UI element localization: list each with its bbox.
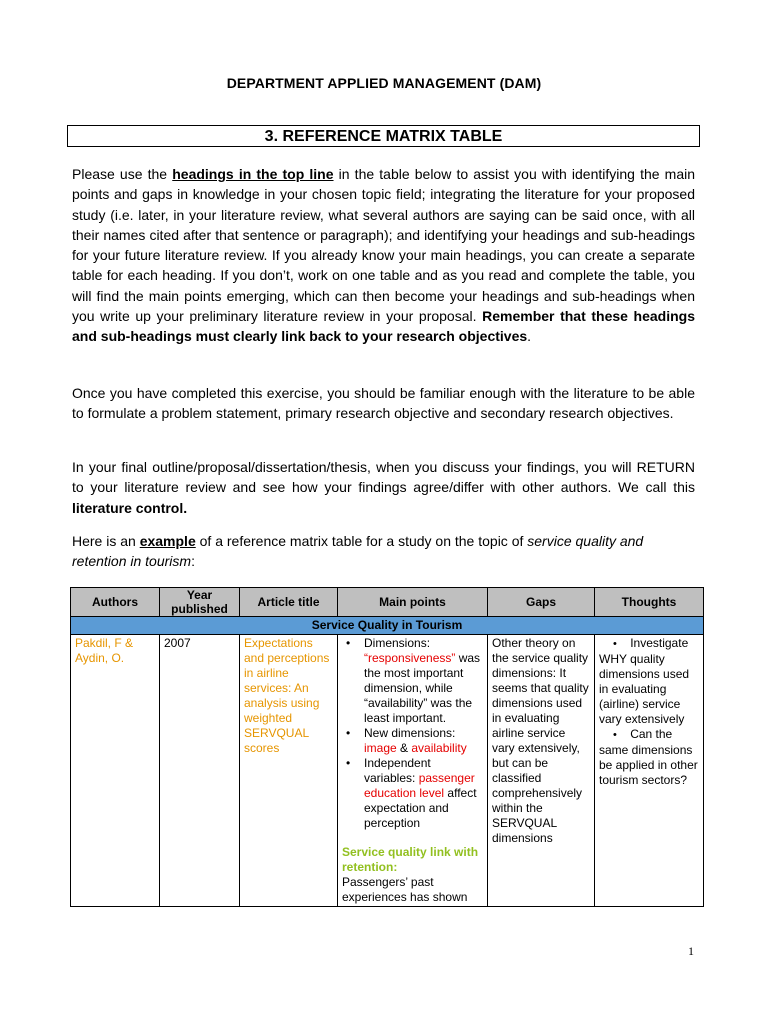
completion-paragraph: Once you have completed this exercise, you should be familiar enough with the literature to be able to formulate a problem statement, primary research objective and secondary research objectives. xyxy=(72,385,695,422)
header-main-points: Main points xyxy=(338,588,488,617)
literature-control-term: literature control. xyxy=(72,499,188,516)
emphasis-headings: headings in the top line xyxy=(172,166,334,182)
cell-authors: Pakdil, F & Aydin, O. xyxy=(71,635,160,907)
cell-year: 2007 xyxy=(160,635,240,907)
header-gaps: Gaps xyxy=(488,588,595,617)
section-row xyxy=(71,617,704,635)
cell-gaps: Other theory on the service quality dimensions: It seems that quality dimensions used in evaluating airline service vary extensively, but can be classified comprehensively within the SERVQUAL dimensions xyxy=(488,635,595,907)
main-points-list xyxy=(342,636,483,831)
department-heading: DEPARTMENT APPLIED MANAGEMENT (DAM) xyxy=(226,75,542,91)
bold-reminder: Remember that these headings and sub-headings must clearly link back to your research objectives xyxy=(72,308,695,345)
retention-note: Passengers’ past experiences has shown xyxy=(342,875,468,904)
retention-link-heading: Service quality link with retention: xyxy=(342,845,479,874)
cell-thoughts xyxy=(595,635,704,907)
list-item: • Dimensions: “responsiveness” was the most important dimension, while “availability” was the least important. xyxy=(364,636,483,726)
header-title: Article title xyxy=(240,588,338,617)
page-number: 1 xyxy=(688,944,694,958)
thought-item: • Investigate WHY quality dimensions used in evaluating (airline) service vary extensively xyxy=(599,636,690,726)
thought-item: • Can the same dimensions be applied in other tourism sectors? xyxy=(599,727,698,787)
cell-article-title: Expectations and perceptions in airline services: An analysis using weighted SERVQUAL scores xyxy=(240,635,338,907)
reference-matrix-table xyxy=(70,587,704,907)
example-intro-paragraph: Here is an example of a reference matrix table for a study on the topic of service quality and retention in tourism: xyxy=(72,533,644,570)
list-item: • Independent variables: passenger education level affect expectation and perception xyxy=(364,756,483,831)
header-thoughts: Thoughts xyxy=(595,588,704,617)
header-year: Year published xyxy=(160,588,240,617)
table-header-row xyxy=(71,588,704,617)
list-item: • New dimensions: image & availability xyxy=(364,726,483,756)
emphasis-example: example xyxy=(139,533,196,549)
header-authors: Authors xyxy=(71,588,160,617)
section-label: Service Quality in Tourism xyxy=(71,617,704,635)
table-row xyxy=(71,635,704,907)
intro-paragraph: Please use the headings in the top line in the table below to assist you with identifying the main points and gaps in knowledge in your chosen topic field; integrating the literature for your proposed study (i.e. later, in your literature review, what several authors are saying can be said once, with all their names cited after that sentence or paragraph); and identifying your headings and sub-headings for your future literature review. If you already know your main headings, you can create a separate table for each heading. If you don’t, work on one table and as you read and complete the table, you will find the main points emerging, which can then become your headings and sub-headings when you write up your preliminary literature review in your proposal. Remember that these headings and sub-headings must clearly link back to your research objectives. xyxy=(72,166,695,345)
cell-main-points xyxy=(338,635,488,907)
section-title: 3. REFERENCE MATRIX TABLE xyxy=(67,125,700,147)
topic-italic: service quality and retention in tourism xyxy=(72,533,644,570)
literature-control-paragraph: In your final outline/proposal/dissertation/thesis, when you discuss your findings, you will RETURN to your literature review and see how your findings agree/differ with other authors. We call this literature control. xyxy=(72,459,695,516)
